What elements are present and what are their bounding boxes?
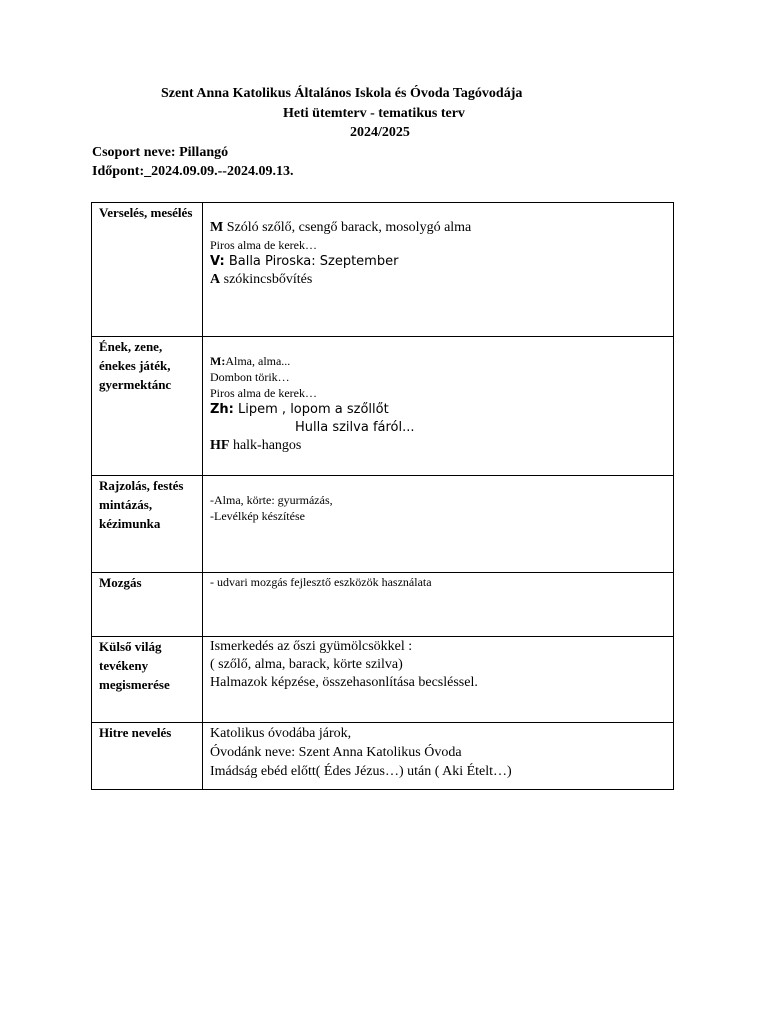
content-line: M Szóló szőlő, csengő barack, mosolygó alma (210, 220, 472, 235)
row-content (203, 723, 674, 790)
table-row (92, 723, 674, 790)
table-row (92, 337, 674, 476)
row-label: Külső világ tevékeny megismerése (92, 637, 203, 723)
content-line: - udvari mozgás fejlesztő eszközök használata (210, 575, 432, 589)
content-line: ( szőlő, alma, barack, körte szilva) (210, 657, 403, 672)
content-line: Dombon törik… (210, 370, 290, 384)
group-name: Csoport neve: Pillangó (92, 145, 229, 160)
content-line: M:Alma, alma... (210, 354, 291, 368)
content-line: Katolikus óvodába járok, (210, 726, 352, 741)
row-label: Mozgás (92, 573, 203, 637)
row-content (203, 476, 674, 573)
table-row (92, 573, 674, 637)
content-line: HF halk-hangos (210, 438, 302, 453)
row-content (203, 337, 674, 476)
row-label: Hitre nevelés (92, 723, 203, 790)
date-range: Időpont:_2024.09.09.--2024.09.13. (92, 164, 294, 179)
content-line: Ismerkedés az őszi gyümölcsökkel : (210, 639, 413, 654)
content-line: A szókincsbővítés (210, 272, 313, 287)
content-line: Halmazok képzése, összehasonlítása becsléssel. (210, 675, 478, 690)
content-line: -Levélkép készítése (210, 509, 305, 523)
row-content (203, 637, 674, 723)
content-line: Zh: Lipem , lopom a szőllőt (210, 402, 389, 417)
row-label: Rajzolás, festés mintázás, kézimunka (92, 476, 203, 573)
content-line: Óvodánk neve: Szent Anna Katolikus Óvoda (210, 745, 462, 760)
content-line: Hulla szilva fáról... (295, 420, 415, 435)
content-line: V: Balla Piroska: Szeptember (210, 254, 399, 269)
table-row (92, 637, 674, 723)
table-row (92, 203, 674, 337)
content-line: Piros alma de kerek… (210, 386, 317, 400)
row-content (203, 573, 674, 637)
content-line: Piros alma de kerek… (210, 238, 317, 252)
row-content (203, 203, 674, 337)
plan-subtitle: Heti ütemterv - tematikus terv (283, 106, 465, 121)
content-line: -Alma, körte: gyurmázás, (210, 493, 333, 507)
weekly-plan-table (91, 202, 674, 790)
row-label: Ének, zene, énekes játék, gyermektánc (92, 337, 203, 476)
row-label: Verselés, mesélés (92, 203, 203, 337)
school-year: 2024/2025 (350, 125, 410, 140)
school-title: Szent Anna Katolikus Általános Iskola és Óvoda Tagóvodája (161, 86, 523, 101)
table-row (92, 476, 674, 573)
content-line: Imádság ebéd előtt( Édes Jézus…) után ( Aki Ételt…) (210, 764, 512, 779)
